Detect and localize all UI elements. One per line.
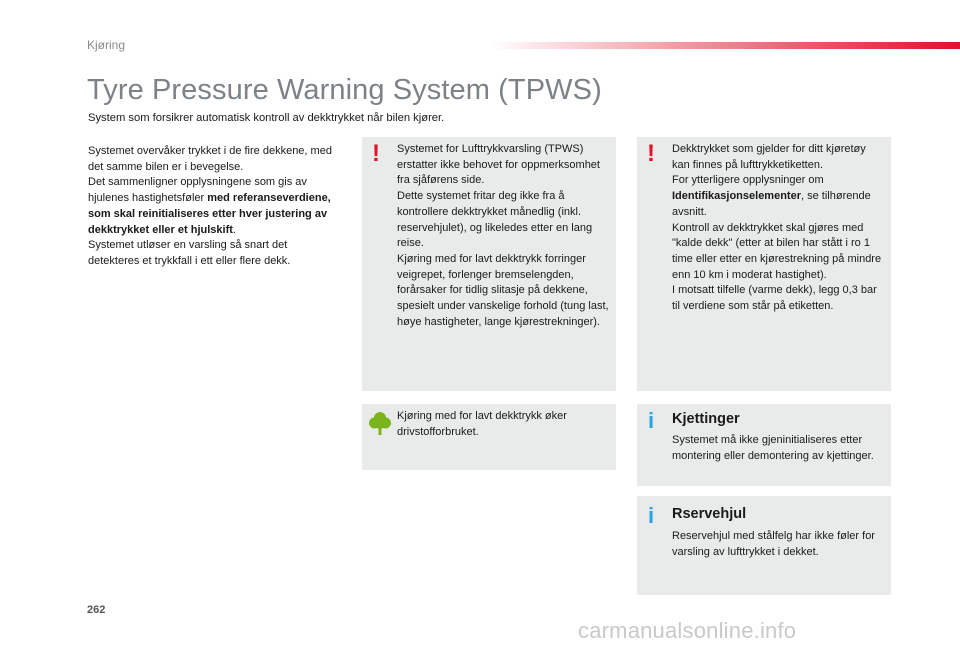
warning-1-p2: Dette systemet fritar deg ikke fra å kontrollere dekktrykket månedlig (inkl. reservehjulet), og likeledes etter en lang reise. [397, 190, 593, 250]
warning-2-p4: I motsatt tilfelle (varme dekk), legg 0,3 bar til verdiene som står på etiketten. [672, 284, 877, 313]
left-p1-b: Det sammenligner opplysningene som gis av hjulenes hastighetsføler [88, 176, 307, 205]
left-paragraph-2: Systemet utløser en varsling så snart det detekteres et trykkfall i ett eller flere dekk. [88, 239, 291, 267]
warning-2-p2-bold: Identifikasjonselementer [672, 190, 801, 203]
page-number: 262 [87, 604, 106, 616]
page-title: Tyre Pressure Warning System (TPWS) [87, 74, 602, 106]
eco-tree-icon [369, 411, 391, 435]
intro-text: System som forsikrer automatisk kontroll av dekktrykket når bilen kjører. [88, 112, 445, 124]
left-column [88, 144, 338, 270]
warning-2-p3: Kontroll av dekktrykket skal gjøres med "kalde dekk" (etter at bilen har stått i ro 1 time eller etter en kjørestrekning på mindre enn 10 km i moderat hastighet). [672, 221, 882, 281]
warning-2-p1: Dekktrykket som gjelder for ditt kjøretøy kan finnes på lufttrykketiketten. [672, 143, 866, 171]
warning-1-p3: Kjøring med for lavt dekktrykk forringer veigrepet, forlenger bremselengden, forårsaker for tidlig slitasje på dekkene, spesielt under vanskelige forhold (tung last, høye hastigheter, lange kjørestrekninger). [397, 252, 609, 328]
reservehjul-text: Reservehjul med stålfelg har ikke føler for varsling av lufttrykket i dekket. [672, 530, 875, 558]
warning-exclamation-icon: ! [372, 140, 380, 167]
left-p1-end: . [232, 223, 236, 236]
warning-2-p2-a: For ytterligere opplysninger om [672, 174, 824, 187]
warning-1-p1: Systemet for Lufttrykkvarsling (TPWS) erstatter ikke behovet for oppmerksomhet fra sjåførens side. [397, 143, 600, 187]
left-paragraph-1 [88, 144, 338, 238]
section-label: Kjøring [87, 38, 126, 52]
warning-2-p2-b: , se tilhørende avsnitt. [672, 190, 871, 218]
kjettinger-text: Systemet må ikke gjeninitialiseres etter montering eller demontering av kjettinger. [672, 434, 874, 462]
eco-text: Kjøring med for lavt dekktrykk øker drivstofforbruket. [397, 410, 567, 438]
warning-2-p2 [672, 173, 886, 220]
left-p1-bold: med referanseverdiene, som skal reinitialiseres etter hver justering av dekktrykket eller et hjulskift [88, 192, 331, 236]
info-i-icon: i [648, 503, 655, 528]
watermark: carmanualsonline.info [578, 618, 797, 643]
reservehjul-heading: Rservehjul [672, 506, 747, 522]
warning-box-2-text [672, 142, 886, 315]
info-i-icon: i [648, 408, 655, 433]
warning-exclamation-icon: ! [647, 140, 655, 167]
left-p1-a: Systemet overvåker trykket i de fire dekkene, med det samme bilen er i bevegelse. [88, 145, 332, 173]
kjettinger-heading: Kjettinger [672, 411, 740, 427]
header-red-bar [490, 42, 960, 49]
warning-box-1-text [397, 142, 611, 330]
